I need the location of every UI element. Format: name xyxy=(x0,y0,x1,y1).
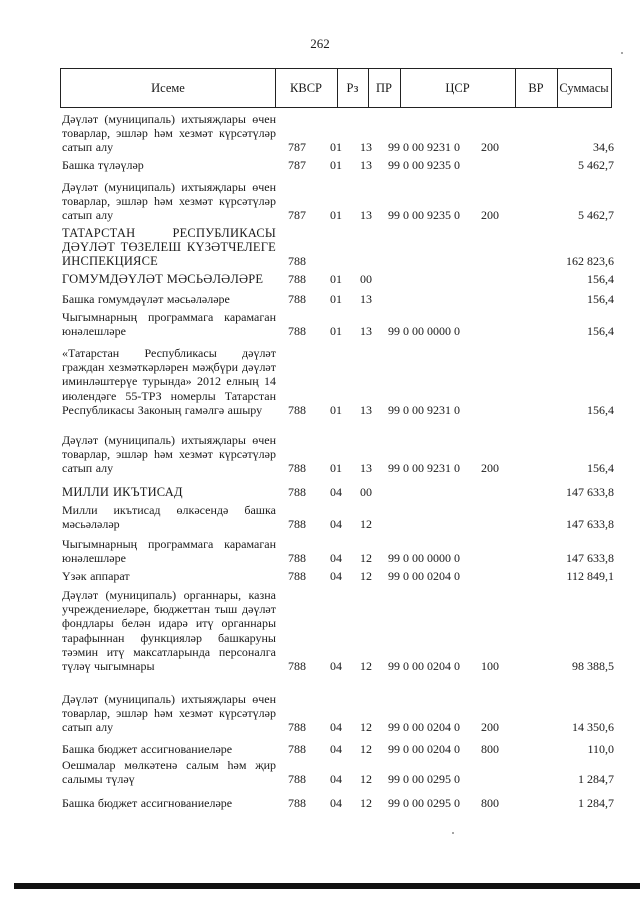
row-rz: 04 xyxy=(330,551,342,566)
header-vr: ВР xyxy=(515,69,558,107)
row-pr: 13 xyxy=(360,292,372,306)
row-vr: 200 xyxy=(481,720,499,735)
row-pr: 12 xyxy=(360,742,372,756)
row-csr: 99 0 00 0000 0 xyxy=(388,551,460,566)
row-name: Милли икътисад өлкәсендә башка мәсьәләләр xyxy=(62,503,276,532)
row-sum: 112 849,1 xyxy=(566,569,614,583)
row-rz: 01 xyxy=(330,208,342,223)
header-sum: Суммасы xyxy=(559,80,609,95)
header-pr: ПР xyxy=(368,69,401,107)
row-csr: 99 0 00 0295 0 xyxy=(388,772,460,787)
row-pr: 13 xyxy=(360,461,372,476)
page-number: 262 xyxy=(310,36,330,51)
row-sum: 98 388,5 xyxy=(572,659,614,674)
row-kvsr: 788 xyxy=(288,402,306,417)
row-kvsr: 787 xyxy=(288,158,306,172)
row-pr: 00 xyxy=(360,485,372,499)
row-sum: 156,4 xyxy=(587,461,614,476)
row-vr: 800 xyxy=(481,796,499,810)
row-kvsr: 788 xyxy=(288,292,306,306)
row-kvsr: 788 xyxy=(288,485,306,499)
row-vr: 800 xyxy=(481,742,499,756)
row-kvsr: 787 xyxy=(288,140,306,155)
row-csr: 99 0 00 9231 0 xyxy=(388,140,460,155)
header-rz: Рз xyxy=(337,69,369,107)
row-csr: 99 0 00 0000 0 xyxy=(388,324,460,339)
row-kvsr: 788 xyxy=(288,772,306,787)
row-csr: 99 0 00 9235 0 xyxy=(388,208,460,223)
row-pr: 13 xyxy=(360,140,372,155)
row-csr: 99 0 00 9235 0 xyxy=(388,158,460,172)
row-csr: 99 0 00 0204 0 xyxy=(388,569,460,583)
row-kvsr: 788 xyxy=(288,461,306,476)
header-kvsr: КВСР xyxy=(275,69,338,107)
row-rz: 04 xyxy=(330,742,342,756)
row-sum: 110,0 xyxy=(587,742,614,756)
row-rz: 01 xyxy=(330,292,342,306)
row-pr: 12 xyxy=(360,720,372,735)
row-rz: 01 xyxy=(330,140,342,155)
row-name: Башка түләүләр xyxy=(62,158,144,172)
row-pr: 12 xyxy=(360,517,372,532)
row-vr: 200 xyxy=(481,140,499,155)
row-sum: 147 633,8 xyxy=(566,551,614,566)
row-sum: 5 462,7 xyxy=(578,208,614,223)
row-name: Башка бюджет ассигнованиеләре xyxy=(62,742,233,756)
row-kvsr: 788 xyxy=(288,272,306,286)
row-kvsr: 788 xyxy=(288,659,306,674)
row-name: Дәүләт (муниципаль) ихтыяҗлары өчен товарлар, эшләр һәм хезмәт күрсәтүләр сатып алу xyxy=(62,112,276,155)
row-rz: 04 xyxy=(330,569,342,583)
scan-speck xyxy=(621,52,623,54)
row-kvsr: 787 xyxy=(288,208,306,223)
row-pr: 13 xyxy=(360,158,372,172)
row-name: Дәүләт (муниципаль) ихтыяҗлары өчен товарлар, эшләр һәм хезмәт күрсәтүләр сатып алу xyxy=(62,433,276,476)
row-vr: 200 xyxy=(481,461,499,476)
row-pr: 12 xyxy=(360,659,372,674)
row-pr: 13 xyxy=(360,324,372,339)
row-name: ТАТАРСТАН РЕСПУБЛИКАСЫ ДӘҮЛӘТ ТӨЗЕЛЕШ КҮЗӘТЧЕЛЕГЕ ИНСПЕКЦИЯСЕ xyxy=(62,226,276,269)
row-sum: 14 350,6 xyxy=(572,720,614,735)
row-rz: 01 xyxy=(330,272,342,286)
row-pr: 12 xyxy=(360,796,372,810)
scan-edge-bar xyxy=(14,883,640,889)
header-name: Исеме xyxy=(61,69,276,107)
row-name: ГОМУМДӘҮЛӘТ МӘСЬӘЛӘЛӘРЕ xyxy=(62,272,264,286)
scan-speck xyxy=(452,832,454,834)
row-csr: 99 0 00 0204 0 xyxy=(388,720,460,735)
row-name: Башка гомумдәүләт мәсьәләләре xyxy=(62,292,230,306)
row-pr: 13 xyxy=(360,208,372,223)
row-csr: 99 0 00 9231 0 xyxy=(388,461,460,476)
row-rz: 04 xyxy=(330,720,342,735)
row-kvsr: 788 xyxy=(288,569,306,583)
table-header xyxy=(60,68,612,108)
row-pr: 12 xyxy=(360,569,372,583)
row-name: Дәүләт (муниципаль) органнары, казна учреждениеләре, бюджеттан тыш дәүләт фондлары белән идарә итү органнары тарафыннан функцияләр башкаруны тәэмин итү максатларында персоналга түләү чыгымнары xyxy=(62,588,276,674)
row-sum: 34,6 xyxy=(593,140,614,155)
row-name: Үзәк аппарат xyxy=(62,569,130,583)
row-kvsr: 788 xyxy=(288,324,306,339)
row-pr: 13 xyxy=(360,402,372,417)
row-vr: 200 xyxy=(481,208,499,223)
row-csr: 99 0 00 9231 0 xyxy=(388,402,460,417)
row-kvsr: 788 xyxy=(288,551,306,566)
row-name: Дәүләт (муниципаль) ихтыяҗлары өчен товарлар, эшләр һәм хезмәт күрсәтүләр сатып алу xyxy=(62,180,276,223)
row-csr: 99 0 00 0204 0 xyxy=(388,742,460,756)
row-sum: 162 823,6 xyxy=(566,254,614,269)
row-name: «Татарстан Республикасы дәүләт граждан хезмәткәрләрен мәҗбүри дәүләт иминләштерүе турында» 2012 елның 14 июлендәге 55-ТРЗ номерлы Татарстан Республикасы Законың гамәлгә ашыру xyxy=(62,346,276,417)
row-rz: 01 xyxy=(330,402,342,417)
row-sum: 1 284,7 xyxy=(578,772,614,787)
row-pr: 00 xyxy=(360,272,372,286)
row-sum: 147 633,8 xyxy=(566,517,614,532)
row-rz: 04 xyxy=(330,796,342,810)
row-kvsr: 788 xyxy=(288,720,306,735)
row-rz: 04 xyxy=(330,772,342,787)
row-sum: 1 284,7 xyxy=(578,796,614,810)
row-csr: 99 0 00 0295 0 xyxy=(388,796,460,810)
row-kvsr: 788 xyxy=(288,254,306,269)
row-rz: 01 xyxy=(330,324,342,339)
row-sum: 5 462,7 xyxy=(578,158,614,172)
row-name: Башка бюджет ассигнованиеләре xyxy=(62,796,233,810)
row-name: Чыгымнарның программага карамаган юнәлешләре xyxy=(62,537,276,566)
row-pr: 12 xyxy=(360,772,372,787)
row-sum: 147 633,8 xyxy=(566,485,614,499)
row-name: Чыгымнарның программага карамаган юнәлешләре xyxy=(62,310,276,339)
row-sum: 156,4 xyxy=(587,402,614,417)
row-vr: 100 xyxy=(481,659,499,674)
row-rz: 01 xyxy=(330,158,342,172)
row-rz: 04 xyxy=(330,517,342,532)
row-pr: 12 xyxy=(360,551,372,566)
row-name: Оешмалар мөлкәтенә салым һәм җир салымы түләү xyxy=(62,758,276,787)
row-rz: 01 xyxy=(330,461,342,476)
row-csr: 99 0 00 0204 0 xyxy=(388,659,460,674)
row-sum: 156,4 xyxy=(587,272,614,286)
row-name: Дәүләт (муниципаль) ихтыяҗлары өчен товарлар, эшләр һәм хезмәт күрсәтүләр сатып алу xyxy=(62,692,276,735)
row-kvsr: 788 xyxy=(288,742,306,756)
row-kvsr: 788 xyxy=(288,517,306,532)
row-rz: 04 xyxy=(330,485,342,499)
row-name: МИЛЛИ ИКЪТИСАД xyxy=(62,485,183,499)
header-csr: ЦСР xyxy=(400,69,516,107)
row-sum: 156,4 xyxy=(587,292,614,306)
row-kvsr: 788 xyxy=(288,796,306,810)
row-rz: 04 xyxy=(330,659,342,674)
row-sum: 156,4 xyxy=(587,324,614,339)
